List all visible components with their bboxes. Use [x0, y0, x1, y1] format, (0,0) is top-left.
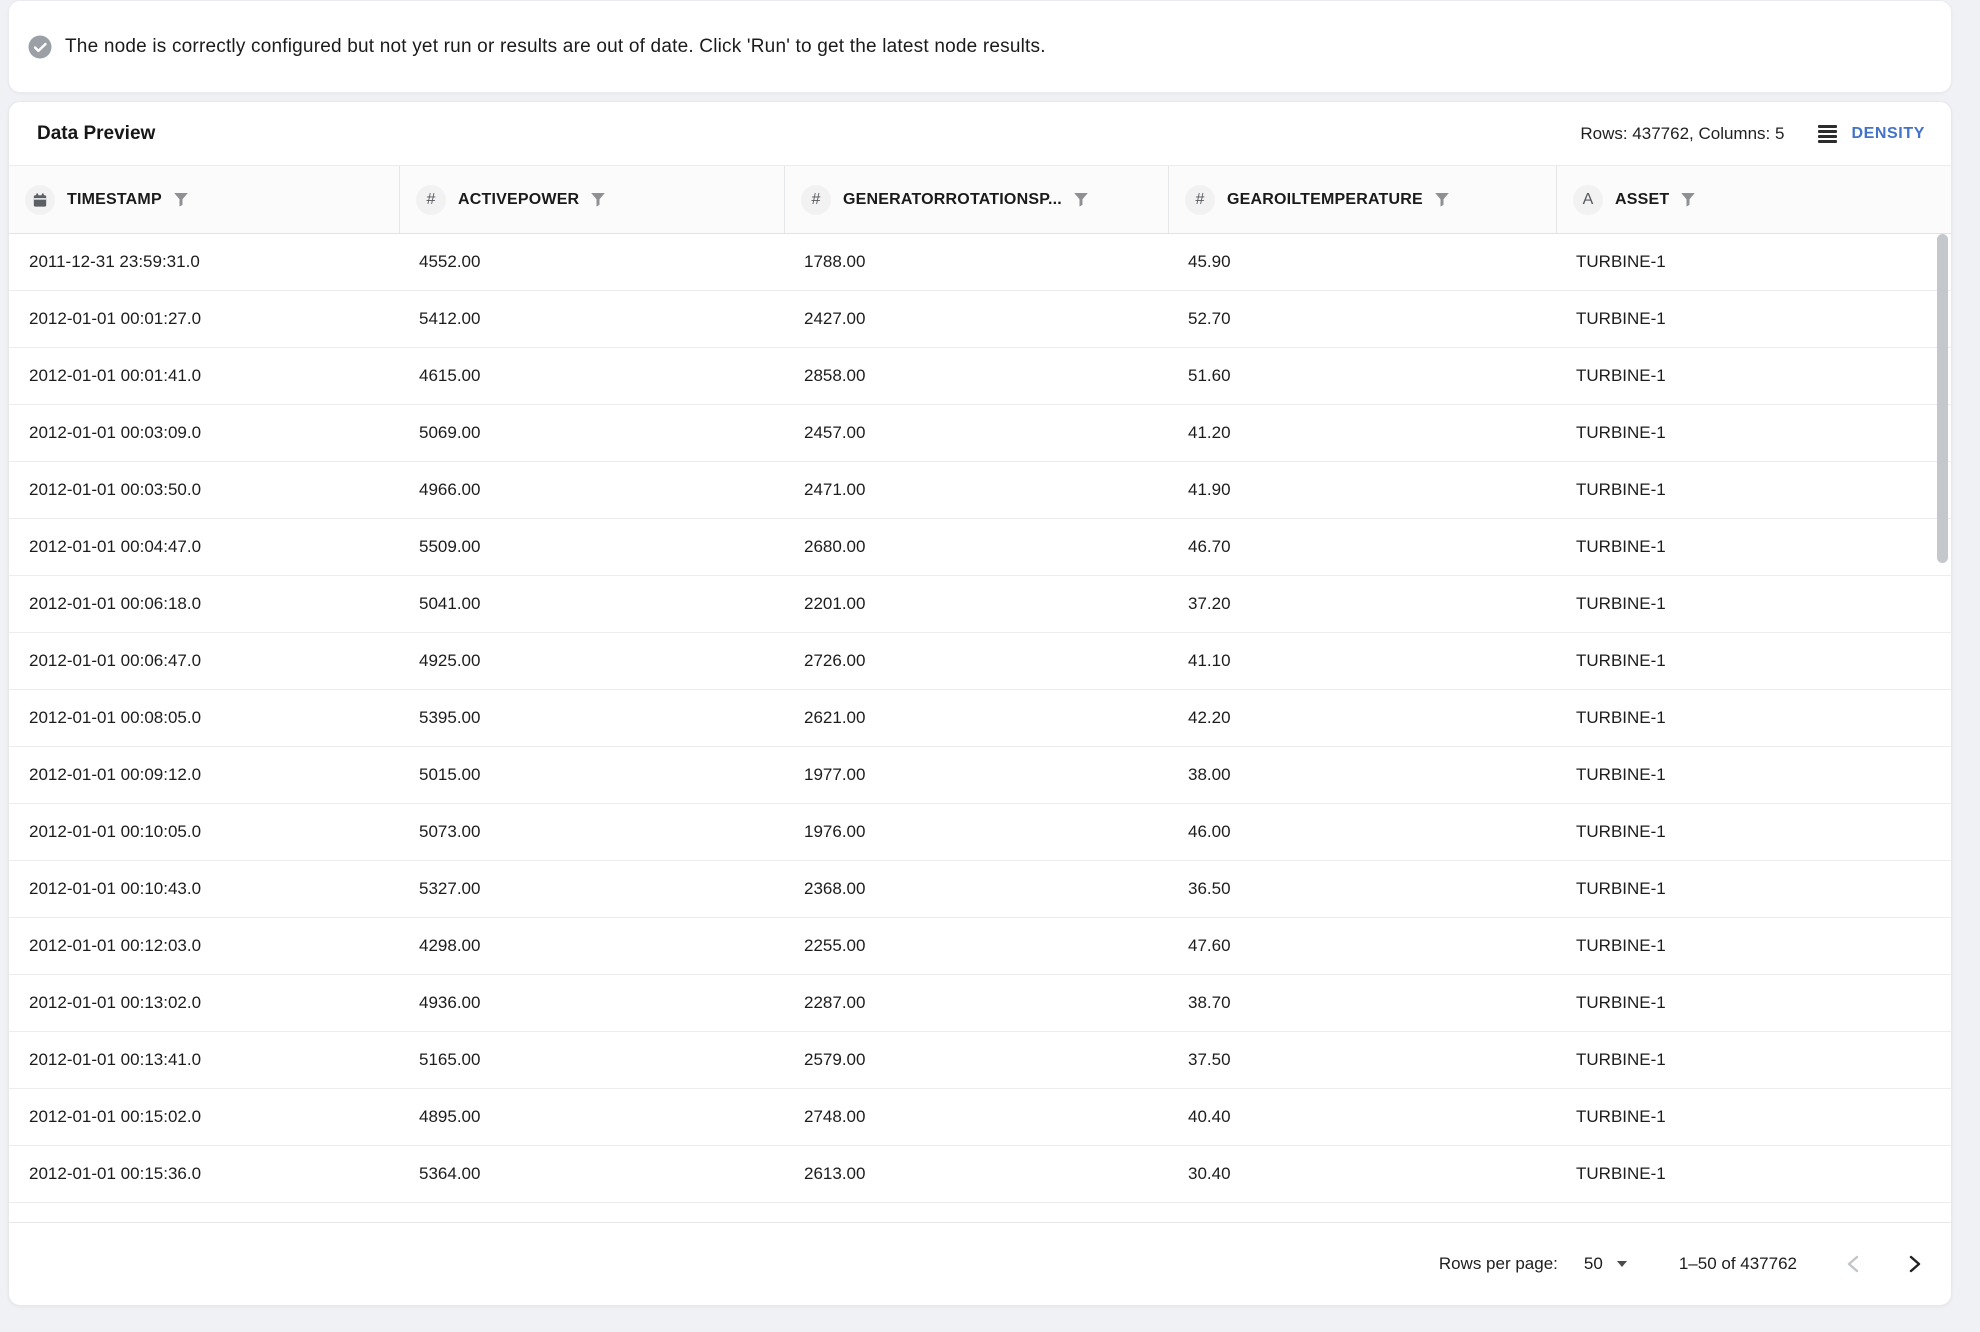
- table-body: [9, 234, 1951, 1203]
- table-row[interactable]: [9, 804, 1951, 861]
- table-cell[interactable]: TURBINE-1: [1576, 252, 1666, 271]
- table-cell[interactable]: 42.20: [1188, 708, 1231, 727]
- table-cell[interactable]: 2012-01-01 00:10:05.0: [29, 822, 202, 841]
- status-banner: [8, 0, 1952, 93]
- filter-funnel-icon[interactable]: [1072, 191, 1090, 209]
- table-cell[interactable]: 2012-01-01 00:12:03.0: [29, 936, 202, 955]
- table-row[interactable]: [9, 1032, 1951, 1089]
- column-label: TIMESTAMP: [67, 190, 162, 208]
- rows-columns-summary: Rows: 437762, Columns: 5: [1580, 123, 1785, 143]
- table-cell[interactable]: 5412.00: [419, 309, 481, 328]
- table-cell[interactable]: 5165.00: [419, 1050, 481, 1069]
- table-cell[interactable]: 5073.00: [419, 822, 481, 841]
- column-label: ACTIVEPOWER: [458, 190, 580, 208]
- column-header-asset[interactable]: [1556, 166, 1951, 233]
- table-cell[interactable]: 5069.00: [419, 423, 481, 442]
- table-cell[interactable]: TURBINE-1: [1576, 366, 1666, 385]
- table-row[interactable]: [9, 1089, 1951, 1146]
- table-row[interactable]: [9, 576, 1951, 633]
- table-cell[interactable]: 1788.00: [804, 252, 866, 271]
- table-cell[interactable]: TURBINE-1: [1576, 423, 1666, 442]
- table-cell[interactable]: 4615.00: [419, 366, 481, 385]
- table-cell[interactable]: TURBINE-1: [1576, 309, 1666, 328]
- density-label: DENSITY: [1851, 124, 1925, 142]
- table-cell[interactable]: TURBINE-1: [1576, 822, 1666, 841]
- table-cell[interactable]: 2012-01-01 00:06:18.0: [29, 594, 202, 613]
- table-header-row: [9, 166, 1951, 234]
- page-range-label: 1–50 of 437762: [1678, 1254, 1797, 1273]
- column-header-generatorrotationsp[interactable]: [784, 166, 1168, 233]
- table-cell[interactable]: 5327.00: [419, 879, 481, 898]
- table-row[interactable]: [9, 348, 1951, 405]
- panel-tools: [1580, 124, 1925, 144]
- table-cell[interactable]: 1976.00: [804, 822, 866, 841]
- table-cell[interactable]: 2012-01-01 00:06:47.0: [29, 651, 202, 670]
- table-cell[interactable]: TURBINE-1: [1576, 651, 1666, 670]
- table-cell[interactable]: TURBINE-1: [1576, 993, 1666, 1012]
- table-cell[interactable]: 2012-01-01 00:03:09.0: [29, 423, 202, 442]
- table-row[interactable]: [9, 975, 1951, 1032]
- table-row[interactable]: [9, 462, 1951, 519]
- table-cell[interactable]: 2726.00: [804, 651, 866, 670]
- table-cell[interactable]: 5041.00: [419, 594, 481, 613]
- density-button[interactable]: [1818, 124, 1925, 144]
- caret-down-icon: [1617, 1261, 1627, 1267]
- table-cell[interactable]: 41.20: [1188, 423, 1231, 442]
- text-icon: A: [1573, 185, 1603, 215]
- table-cell[interactable]: 2858.00: [804, 366, 866, 385]
- pagination-bar: [9, 1222, 1951, 1305]
- table-cell[interactable]: TURBINE-1: [1576, 765, 1666, 784]
- calendar-icon: [25, 185, 55, 215]
- table-cell[interactable]: 36.50: [1188, 879, 1231, 898]
- table-row[interactable]: [9, 861, 1951, 918]
- rows-per-page-value: 50: [1583, 1254, 1603, 1273]
- table-cell[interactable]: TURBINE-1: [1576, 879, 1666, 898]
- table-cell[interactable]: 45.90: [1188, 252, 1231, 271]
- table-cell[interactable]: TURBINE-1: [1576, 480, 1666, 499]
- column-label: GEAROILTEMPERATURE: [1227, 190, 1423, 208]
- table-cell[interactable]: 2287.00: [804, 993, 866, 1012]
- table-cell[interactable]: 2012-01-01 00:13:02.0: [29, 993, 202, 1012]
- table-cell[interactable]: TURBINE-1: [1576, 1107, 1666, 1126]
- number-icon: #: [416, 185, 446, 215]
- table-cell[interactable]: TURBINE-1: [1576, 594, 1666, 613]
- table-cell[interactable]: 4925.00: [419, 651, 481, 670]
- table-row[interactable]: [9, 291, 1951, 348]
- vertical-scrollbar[interactable]: [1937, 234, 1948, 563]
- table-cell[interactable]: 2012-01-01 00:04:47.0: [29, 537, 202, 556]
- previous-page-button[interactable]: [1841, 1251, 1867, 1277]
- table-cell[interactable]: 2012-01-01 00:03:50.0: [29, 480, 202, 499]
- density-icon: [1818, 124, 1837, 144]
- table-cell[interactable]: TURBINE-1: [1576, 1164, 1666, 1183]
- next-page-button[interactable]: [1901, 1251, 1927, 1277]
- table-cell[interactable]: 51.60: [1188, 366, 1231, 385]
- filter-funnel-icon[interactable]: [589, 191, 607, 209]
- table-cell[interactable]: 2471.00: [804, 480, 866, 499]
- table-cell[interactable]: 41.90: [1188, 480, 1231, 499]
- table-cell[interactable]: 2012-01-01 00:01:41.0: [29, 366, 202, 385]
- table-cell[interactable]: 5509.00: [419, 537, 481, 556]
- table-row[interactable]: [9, 690, 1951, 747]
- filter-funnel-icon[interactable]: [172, 191, 190, 209]
- rows-per-page-label: Rows per page:: [1438, 1254, 1558, 1273]
- column-header-gearoiltemperature[interactable]: [1168, 166, 1556, 233]
- table-cell[interactable]: 4895.00: [419, 1107, 481, 1126]
- table-cell[interactable]: 4966.00: [419, 480, 481, 499]
- table-cell[interactable]: 2748.00: [804, 1107, 866, 1126]
- table-cell[interactable]: 4936.00: [419, 993, 481, 1012]
- table-cell[interactable]: 46.70: [1188, 537, 1231, 556]
- table-row[interactable]: [9, 1146, 1951, 1203]
- table-cell[interactable]: 2012-01-01 00:13:41.0: [29, 1050, 202, 1069]
- filter-funnel-icon[interactable]: [1679, 191, 1697, 209]
- panel-header: [9, 102, 1951, 166]
- table-cell[interactable]: 30.40: [1188, 1164, 1231, 1183]
- panel-title: Data Preview: [37, 122, 156, 144]
- check-circle-icon: [27, 34, 53, 60]
- table-cell[interactable]: 1977.00: [804, 765, 866, 784]
- table-cell[interactable]: 37.20: [1188, 594, 1231, 613]
- table-cell[interactable]: 2012-01-01 00:08:05.0: [29, 708, 202, 727]
- filter-funnel-icon[interactable]: [1433, 191, 1451, 209]
- table-cell[interactable]: 2255.00: [804, 936, 866, 955]
- table-cell[interactable]: 2680.00: [804, 537, 866, 556]
- table-row[interactable]: [9, 234, 1951, 291]
- table-cell[interactable]: TURBINE-1: [1576, 708, 1666, 727]
- table-cell[interactable]: 5364.00: [419, 1164, 481, 1183]
- table-row[interactable]: [9, 918, 1951, 975]
- table-cell[interactable]: 2579.00: [804, 1050, 866, 1069]
- table-cell[interactable]: 2457.00: [804, 423, 866, 442]
- column-header-timestamp[interactable]: [9, 166, 399, 233]
- status-message: The node is correctly configured but not yet run or results are out of date. Click 'Run' to get the latest node results.: [65, 35, 1046, 57]
- table-cell[interactable]: 2012-01-01 00:10:43.0: [29, 879, 202, 898]
- table-row[interactable]: [9, 747, 1951, 804]
- table-cell[interactable]: TURBINE-1: [1576, 537, 1666, 556]
- chevron-left-icon: [1841, 1251, 1867, 1277]
- column-label: GENERATORROTATIONSP...: [843, 190, 1062, 208]
- table-cell[interactable]: 5395.00: [419, 708, 481, 727]
- table-cell[interactable]: 2201.00: [804, 594, 866, 613]
- table-cell[interactable]: 38.00: [1188, 765, 1231, 784]
- table-cell[interactable]: 2621.00: [804, 708, 866, 727]
- table-cell[interactable]: 5015.00: [419, 765, 481, 784]
- number-icon: #: [1185, 185, 1215, 215]
- rows-per-page-select[interactable]: [1584, 1254, 1627, 1274]
- table-cell[interactable]: 37.50: [1188, 1050, 1231, 1069]
- table-overflow-strip: [9, 1203, 1951, 1222]
- table-cell[interactable]: TURBINE-1: [1576, 1050, 1666, 1069]
- table-cell[interactable]: 40.40: [1188, 1107, 1231, 1126]
- table-cell[interactable]: TURBINE-1: [1576, 936, 1666, 955]
- chevron-right-icon: [1901, 1251, 1927, 1277]
- table-cell[interactable]: 2012-01-01 00:01:27.0: [29, 309, 202, 328]
- table-row[interactable]: [9, 633, 1951, 690]
- table-row[interactable]: [9, 405, 1951, 462]
- table-cell[interactable]: 2012-01-01 00:15:02.0: [29, 1107, 202, 1126]
- table-cell[interactable]: 38.70: [1188, 993, 1231, 1012]
- column-label: ASSET: [1615, 190, 1670, 208]
- table-cell[interactable]: 4552.00: [419, 252, 481, 271]
- table-cell[interactable]: 41.10: [1188, 651, 1231, 670]
- table-cell[interactable]: 2368.00: [804, 879, 866, 898]
- table-cell[interactable]: 2012-01-01 00:15:36.0: [29, 1164, 202, 1183]
- table-cell[interactable]: 2012-01-01 00:09:12.0: [29, 765, 202, 784]
- table-cell[interactable]: 46.00: [1188, 822, 1231, 841]
- table-cell[interactable]: 2011-12-31 23:59:31.0: [29, 252, 200, 271]
- number-icon: #: [801, 185, 831, 215]
- table-cell[interactable]: 2613.00: [804, 1164, 866, 1183]
- table-cell[interactable]: 4298.00: [419, 936, 481, 955]
- table-cell[interactable]: 47.60: [1188, 936, 1231, 955]
- data-preview-panel: [8, 101, 1952, 1306]
- column-header-activepower[interactable]: [399, 166, 784, 233]
- table-row[interactable]: [9, 519, 1951, 576]
- table-cell[interactable]: 2427.00: [804, 309, 866, 328]
- table-cell[interactable]: 52.70: [1188, 309, 1231, 328]
